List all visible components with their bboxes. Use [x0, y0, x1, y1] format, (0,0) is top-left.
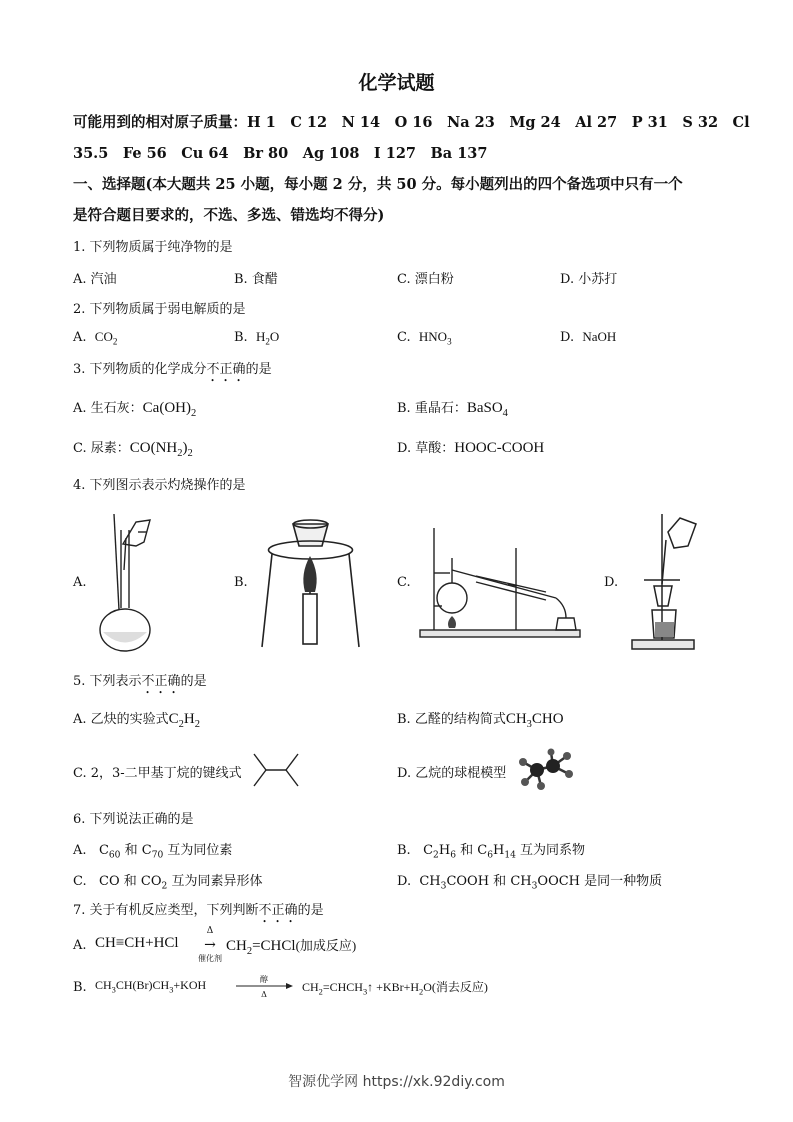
reaction-a-reactants: CH≡CH+HCl — [95, 935, 179, 951]
reaction-a-products: $CH_2=CHCl$(加成反应) — [226, 938, 357, 957]
question-6-option-c: C. CO 和 $CO_2$ 互为同素异形体 — [73, 874, 263, 892]
reaction-a-condition-bottom: 催化剂 — [198, 954, 222, 963]
reaction-b-condition-bottom: Δ — [261, 990, 267, 999]
question-5-option-c: C. 2，3-二甲基丁烷的键线式 — [73, 766, 242, 781]
formula-oxalic-acid: HOOC-COOH — [454, 440, 545, 456]
option-letter: C. — [397, 330, 411, 345]
question-7-option-a-letter: A. — [73, 938, 87, 953]
question-4-option-d: D. — [604, 575, 619, 590]
ball-and-stick-model-figure — [515, 748, 575, 790]
reaction-a-arrow: → — [204, 937, 216, 953]
question-4-stem: 4. 下列图示表示灼烧操作的是 — [73, 478, 246, 493]
apparatus-a-volumetric-flask-figure — [92, 510, 172, 655]
question-7-stem: 7. 关于有机反应类型，下列判断不正确的是 — [73, 903, 324, 918]
reaction-a-condition-top: Δ — [206, 926, 214, 936]
question-3-option-d: D. 草酸：HOOC-COOH — [397, 440, 545, 456]
formula-urea: $CO(NH_2)_2$ — [129, 440, 193, 459]
emphasis-not-correct: 不正确 — [258, 903, 298, 918]
page-title: 化学试题 — [358, 72, 435, 94]
reaction-b-arrow-icon — [236, 982, 294, 990]
question-1-option-b: B. 食醋 — [234, 272, 278, 287]
option-letter: D. — [560, 330, 575, 345]
formula-co2: $CO_2$ — [94, 329, 118, 347]
section-heading-line2: 是符合题目要求的，不选、多选、错选均不得分) — [73, 207, 385, 224]
question-1-option-a: A. 汽油 — [73, 272, 117, 287]
question-6-option-d: D. $CH_3COOH$ 和 $CH_3OOCH$ 是同一种物质 — [397, 874, 663, 892]
question-5-option-d: D. 乙烷的球棍模型 — [397, 766, 507, 781]
question-3-option-c: C. 尿素：$CO(NH_2)_2$ — [73, 440, 193, 459]
question-2-option-d — [560, 329, 616, 345]
question-3-option-a: A. 生石灰：$Ca(OH)_2$ — [73, 400, 197, 419]
question-5-option-b: B. 乙醛的结构简式$CH_3CHO$ — [397, 711, 564, 730]
atomic-masses-line2: 35.5 Fe 56 Cu 64 Br 80 Ag 108 I 127 Ba 137 — [73, 145, 488, 162]
question-1-stem: 1. 下列物质属于纯净物的是 — [73, 240, 233, 255]
question-2-option-b — [234, 329, 279, 347]
formula-hno3: $HNO_3$ — [418, 329, 452, 347]
apparatus-d-stand-and-beaker-figure — [622, 510, 702, 655]
question-6-stem: 6. 下列说法正确的是 — [73, 812, 194, 827]
apparatus-b-crucible-burning-figure — [258, 512, 363, 652]
question-2-stem: 2. 下列物质属于弱电解质的是 — [73, 302, 246, 317]
question-1-option-d: D. 小苏打 — [560, 272, 618, 287]
question-3-option-b: B. 重晶石：BaSO$_4$ — [397, 400, 508, 419]
formula-caoh2: $Ca(OH)_2$ — [142, 400, 197, 419]
question-7-option-b-letter: B. — [73, 980, 87, 995]
question-6-option-b: B. $C_2H_6$ 和 $C_6H_{14}$ 互为同系物 — [397, 843, 586, 861]
section-heading-line1: 一、选择题(本大题共 25 小题，每小题 2 分，共 50 分。每小题列出的四个备选项中只有一个 — [73, 176, 683, 193]
apparatus-c-distillation-figure — [416, 518, 591, 642]
question-1-option-c: C. 漂白粉 — [397, 272, 454, 287]
question-4-option-a: A. — [73, 575, 87, 590]
question-3-stem: 3. 下列物质的化学成分不正确的是 — [73, 362, 272, 377]
question-4-option-b: B. — [234, 575, 248, 590]
emphasis-not-correct: 不正确 — [206, 362, 246, 377]
question-4-option-c: C. — [397, 575, 411, 590]
question-5-stem: 5. 下列表示不正确的是 — [73, 674, 207, 689]
formula-h2o: $H_2O$ — [255, 329, 280, 347]
formula-c2h2: $C_2H_2$ — [168, 711, 201, 730]
footer-watermark: 智源优学网 https://xk.92diy.com — [288, 1074, 505, 1090]
formula-baso4: BaSO$_4$ — [466, 400, 508, 419]
option-letter: A. — [73, 330, 87, 345]
emphasis-not-correct: 不正确 — [141, 674, 181, 689]
question-2-option-c — [397, 329, 452, 347]
atomic-masses-line1: 可能用到的相对原子质量：H 1 C 12 N 14 O 16 Na 23 Mg 24 Al 27 P 31 S 32 Cl — [73, 114, 750, 131]
formula-ch3cho: $CH_3CHO$ — [505, 711, 564, 730]
skeletal-formula-figure — [250, 750, 302, 790]
reaction-b-reactants: $CH_3CH(Br)CH_3+KOH$ — [95, 978, 207, 995]
question-2-option-a — [73, 329, 117, 347]
reaction-b-condition-top: 醇 — [260, 975, 268, 984]
question-6-option-a: A. $C_{60}$ 和 $C_{70}$ 互为同位素 — [73, 843, 233, 861]
option-letter: B. — [234, 330, 248, 345]
reaction-b-products: $CH_2=CHCH_3↑ +KBr+H_2O$(消去反应) — [302, 980, 488, 997]
formula-naoh: NaOH — [582, 329, 617, 344]
question-5-option-a: A. 乙炔的实验式$C_2H_2$ — [73, 711, 201, 730]
